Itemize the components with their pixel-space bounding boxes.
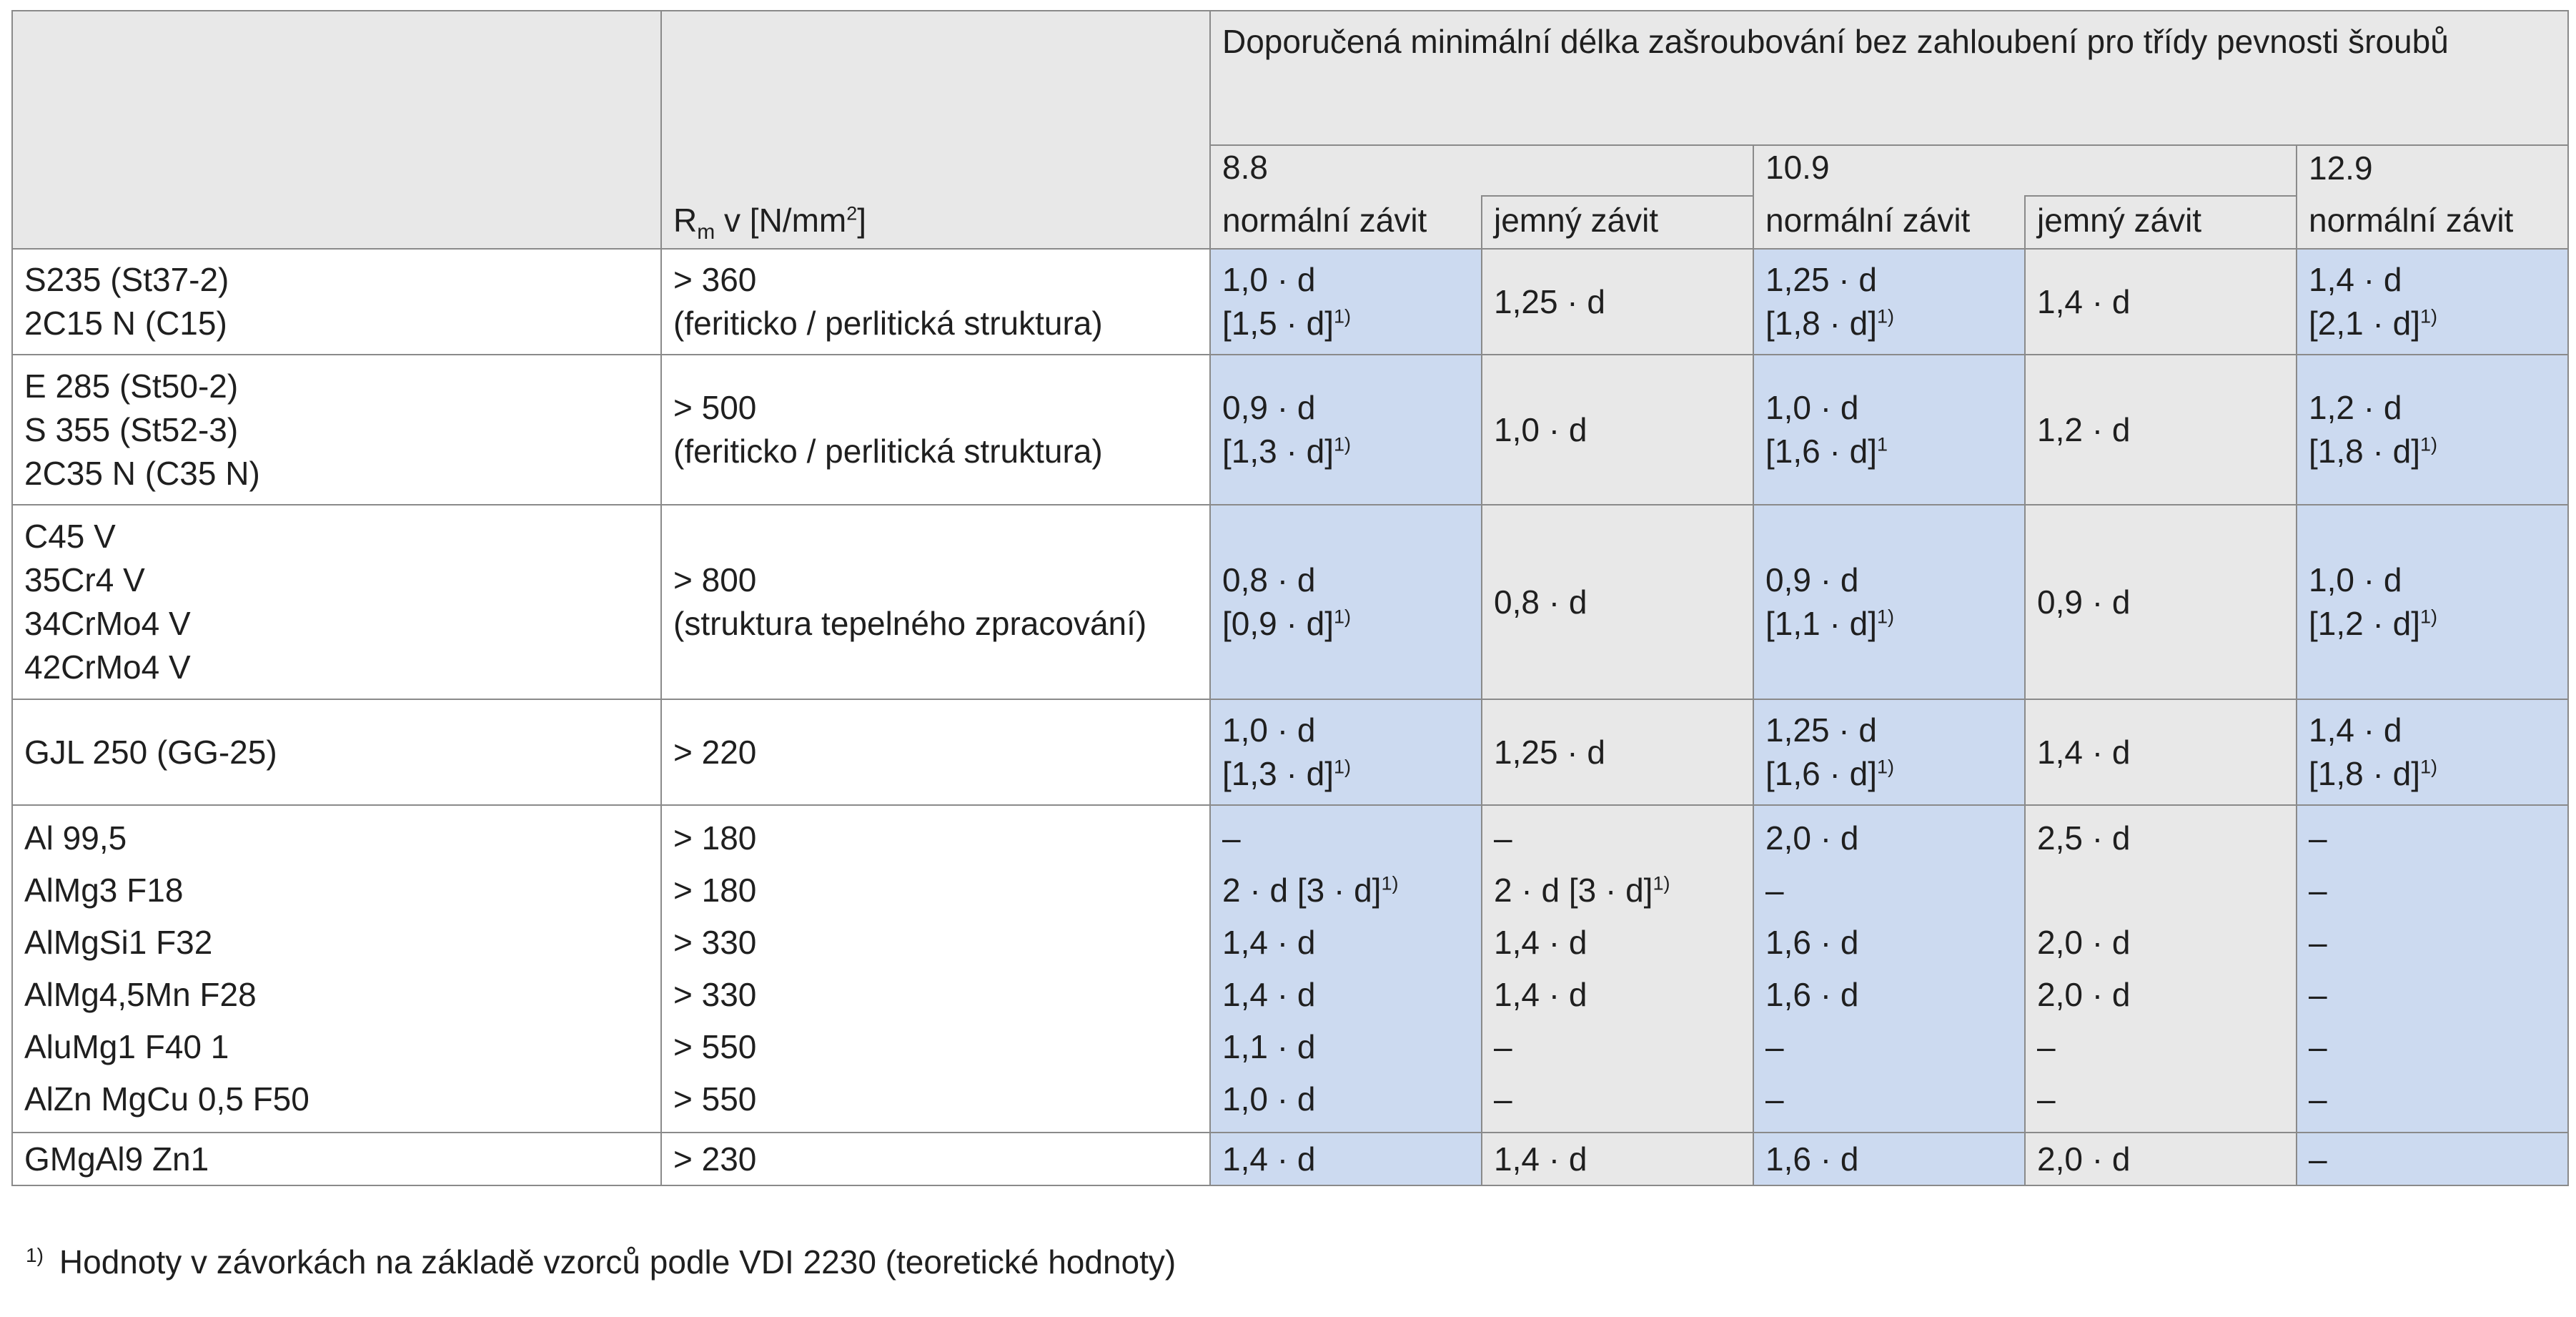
value-109-normal: 1,0 · d $[1,6 \cdot d]^1$	[1753, 355, 2025, 505]
group-title-text: Doporučená minimální délka zašroubování bez zahloubení pro třídy pevnosti šroubů	[1222, 23, 2449, 60]
table-row	[12, 505, 2568, 699]
value-109-normal: 1,6 · d	[1753, 1133, 2025, 1185]
table-row	[12, 355, 2568, 505]
header-109-fine: jemný závit	[2025, 196, 2297, 249]
value-88-normal: 1,0 · d $[1,5 \cdot d]^{1)}$	[1210, 249, 1482, 355]
value-109-normal: 2,0 · d – 1,6 · d 1,6 · d – –	[1753, 805, 2025, 1133]
value-109-fine: 1,4 · d	[2025, 699, 2297, 805]
value-129-normal: – – – – – –	[2297, 805, 2568, 1133]
rm-cell: > 800 (struktura tepelného zpracování)	[661, 505, 1210, 699]
value-129-normal: –	[2297, 1133, 2568, 1185]
value-109-fine: 2,5 · d 2,0 · d 2,0 · d – –	[2025, 805, 2297, 1133]
header-material-cell	[12, 11, 661, 249]
value-88-fine: 1,0 · d	[1482, 355, 1753, 505]
rm-unit-label: $R_m$ v $[N/mm^2]$	[673, 202, 867, 245]
material-cell: GMgAl9 Zn1	[12, 1133, 661, 1185]
table-row-aluminium	[12, 805, 2568, 1133]
value-88-normal: 1,0 · d $[1,3 \cdot d]^{1)}$	[1210, 699, 1482, 805]
footnote	[26, 1240, 1176, 1284]
value-88-fine: 1,25 · d	[1482, 699, 1753, 805]
table-row	[12, 699, 2568, 805]
value-88-fine: 1,4 · d	[1482, 1133, 1753, 1185]
value-88-fine: 0,8 · d	[1482, 505, 1753, 699]
value-109-fine: 0,9 · d	[2025, 505, 2297, 699]
header-class-109: 10.9	[1753, 145, 2297, 196]
screw-engagement-table	[11, 10, 2569, 1186]
value-129-normal: 1,0 · d $[1,2 \cdot d]^{1)}$	[2297, 505, 2568, 699]
value-129-normal: 1,4 · d $[2,1 \cdot d]^{1)}$	[2297, 249, 2568, 355]
material-cell: Al 99,5 AlMg3 F18 AlMgSi1 F32 AlMg4,5Mn F28 AluMg1 F40 1 AlZn MgCu 0,5 F50	[12, 805, 661, 1133]
header-rm-cell	[661, 11, 1210, 249]
footnote-text: Hodnoty v závorkách na základě vzorců podle VDI 2230 (teoretické hodnoty)	[59, 1243, 1176, 1281]
rm-cell: > 360 (feriticko / perlitická struktura)	[661, 249, 1210, 355]
value-88-fine: – 2 · d $[3 \cdot d]^{1)}$ 1,4 · d 1,4 · d – –	[1482, 805, 1753, 1133]
value-109-normal: 0,9 · d $[1,1 \cdot d]^{1)}$	[1753, 505, 2025, 699]
footnote-mark: 1)	[26, 1243, 44, 1266]
header-class-88: 8.8	[1210, 145, 1753, 196]
value-109-fine: 2,0 · d	[2025, 1133, 2297, 1185]
value-88-normal: 0,9 · d $[1,3 \cdot d]^{1)}$	[1210, 355, 1482, 505]
header-88-fine: jemný závit	[1482, 196, 1753, 249]
material-cell: E 285 (St50-2) S 355 (St52-3) 2C35 N (C35 N)	[12, 355, 661, 505]
table-row	[12, 249, 2568, 355]
rm-cell: > 180 > 180 > 330 > 330 > 550 > 550	[661, 805, 1210, 1133]
rm-cell: > 220	[661, 699, 1210, 805]
value-109-fine: 1,4 · d	[2025, 249, 2297, 355]
value-88-normal: – 2 · d $[3 \cdot d]^{1)}$ 1,4 · d 1,4 · d 1,1 · d 1,0 · d	[1210, 805, 1482, 1133]
rm-cell: > 500 (feriticko / perlitická struktura)	[661, 355, 1210, 505]
value-129-normal: 1,2 · d $[1,8 \cdot d]^{1)}$	[2297, 355, 2568, 505]
header-class-129: 12.9	[2297, 145, 2568, 196]
rm-cell: > 230	[661, 1133, 1210, 1185]
material-cell: C45 V 35Cr4 V 34CrMo4 V 42CrMo4 V	[12, 505, 661, 699]
value-109-normal: 1,25 · d $[1,8 \cdot d]^{1)}$	[1753, 249, 2025, 355]
material-cell: S235 (St37-2) 2C15 N (C15)	[12, 249, 661, 355]
value-88-fine: 1,25 · d	[1482, 249, 1753, 355]
value-109-normal: 1,25 · d $[1,6 \cdot d]^{1)}$	[1753, 699, 2025, 805]
value-109-fine: 1,2 · d	[2025, 355, 2297, 505]
value-88-normal: 1,4 · d	[1210, 1133, 1482, 1185]
header-109-normal: normální závit	[1753, 196, 2025, 249]
material-cell: GJL 250 (GG-25)	[12, 699, 661, 805]
table-container	[11, 10, 2567, 1186]
header-88-normal: normální závit	[1210, 196, 1482, 249]
header-129-normal: normální závit	[2297, 196, 2568, 249]
table-row	[12, 1133, 2568, 1185]
value-88-normal: 0,8 · d $[0,9 \cdot d]^{1)}$	[1210, 505, 1482, 699]
value-129-normal: 1,4 · d $[1,8 \cdot d]^{1)}$	[2297, 699, 2568, 805]
header-group-title	[1210, 11, 2568, 145]
